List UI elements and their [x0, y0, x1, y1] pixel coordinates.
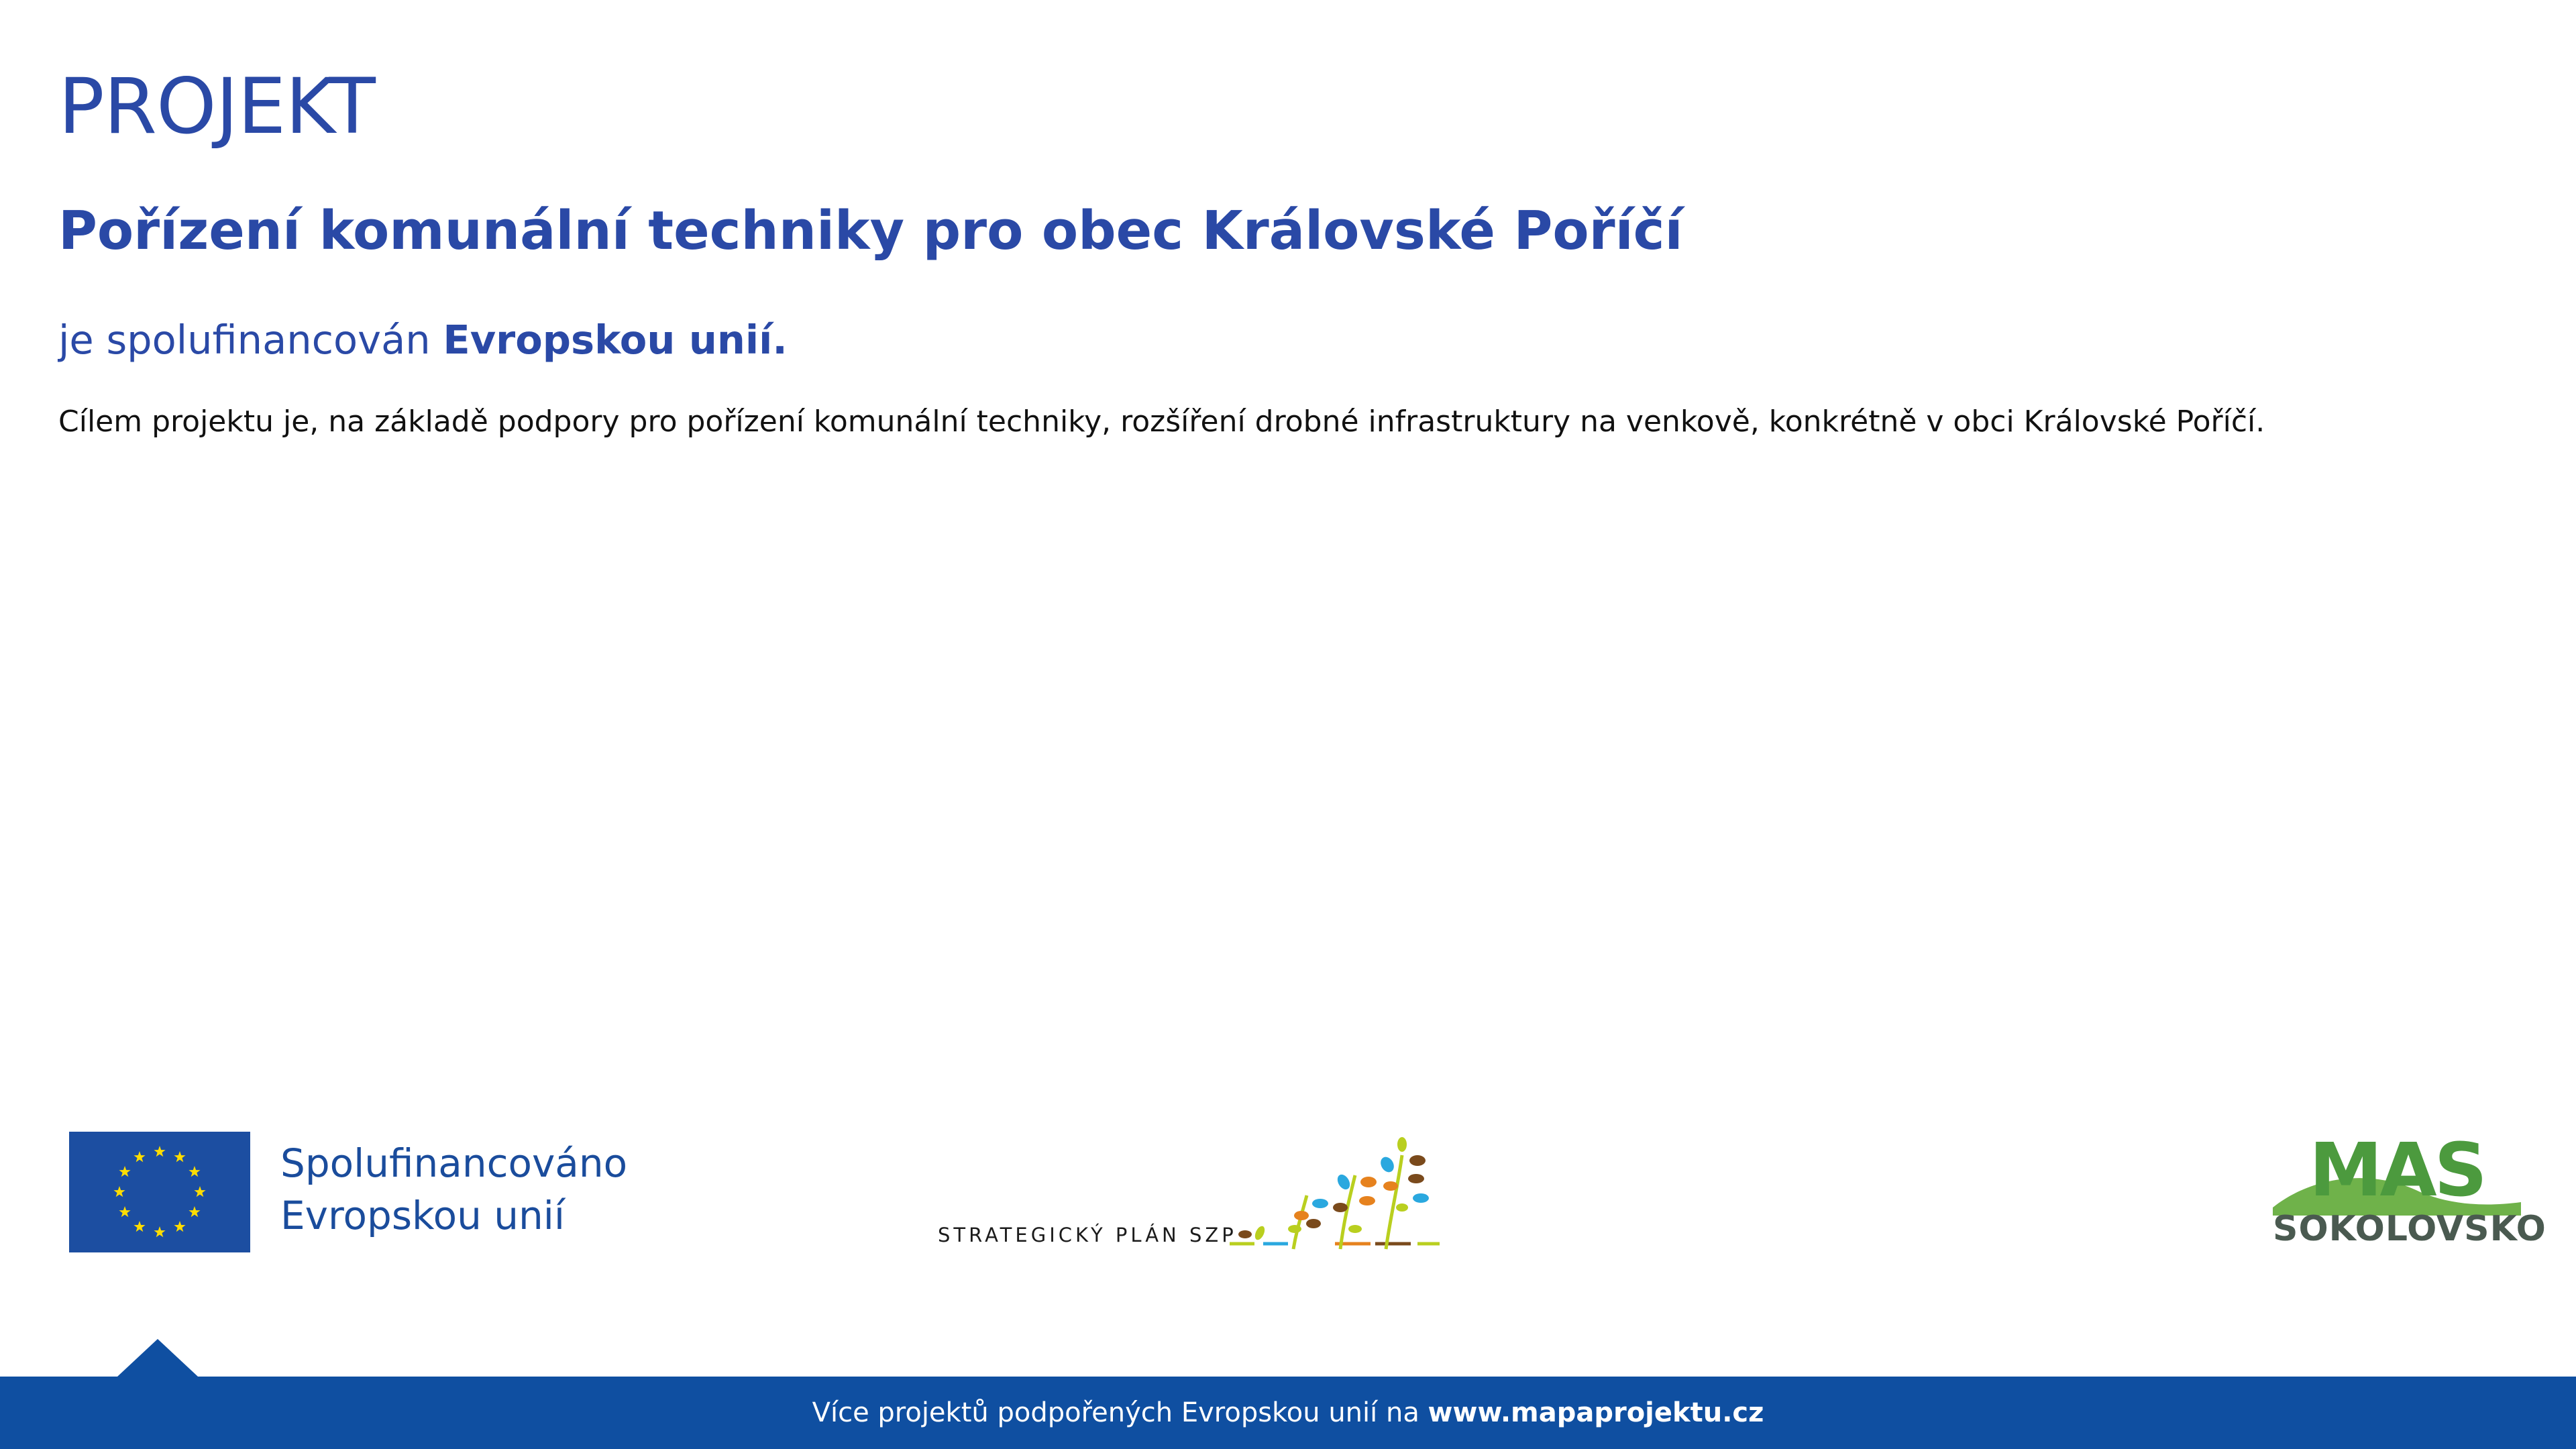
eu-star-icon: [133, 1151, 145, 1162]
mas-mountain-icon: [2273, 1128, 2521, 1216]
footer-notch: [117, 1339, 198, 1377]
cofinance-emphasis: Evropskou unií.: [443, 317, 788, 363]
project-title: Pořízení komunální techniky pro obec Královské Poříčí: [58, 200, 1683, 262]
eu-cofinanced-logo: [69, 1132, 639, 1252]
eu-flag-icon: [69, 1132, 250, 1252]
project-description: Cílem projektu je, na základě podpory pro pořízení komunální techniky, rozšíření drobné infrastruktury na venkově, konkrétně v obci Královské Poříčí.: [58, 405, 2265, 439]
cofinance-prefix: je spolufinancován: [58, 317, 443, 363]
eu-logo-line2: Evropskou unií: [280, 1193, 566, 1238]
eu-star-icon: [174, 1221, 185, 1232]
szp-logo-text: STRATEGICKÝ PLÁN SZP: [938, 1224, 1237, 1246]
eu-star-icon: [119, 1206, 130, 1217]
mas-logo-subtitle: SOKOLOVSKO: [2273, 1209, 2546, 1249]
eu-star-icon: [189, 1206, 200, 1217]
mas-sokolovsko-logo: [2273, 1128, 2546, 1256]
eu-star-icon: [154, 1146, 165, 1157]
cofinance-statement: [58, 317, 788, 363]
footer-link[interactable]: www.mapaprojektu.cz: [1428, 1397, 1764, 1428]
page-heading: PROJEKT: [58, 62, 375, 151]
eu-star-icon: [189, 1166, 200, 1177]
footer-bar: [0, 1377, 2576, 1449]
eu-star-icon: [113, 1186, 125, 1197]
footer-prefix: Více projektů podpořených Evropskou unií na: [812, 1397, 1428, 1428]
eu-logo-line1: Spolufinancováno: [280, 1140, 628, 1186]
eu-star-icon: [194, 1186, 205, 1197]
strategic-plan-szp-logo: [938, 1128, 1528, 1256]
eu-logo-text: [280, 1137, 627, 1242]
eu-star-icon: [133, 1221, 145, 1232]
eu-star-icon: [154, 1226, 165, 1237]
eu-star-icon: [174, 1151, 185, 1162]
mas-logo-text: MAS: [2309, 1128, 2485, 1213]
szp-sprouts-icon: [1226, 1128, 1528, 1256]
eu-star-icon: [119, 1166, 130, 1177]
footer-text: [812, 1397, 1764, 1428]
